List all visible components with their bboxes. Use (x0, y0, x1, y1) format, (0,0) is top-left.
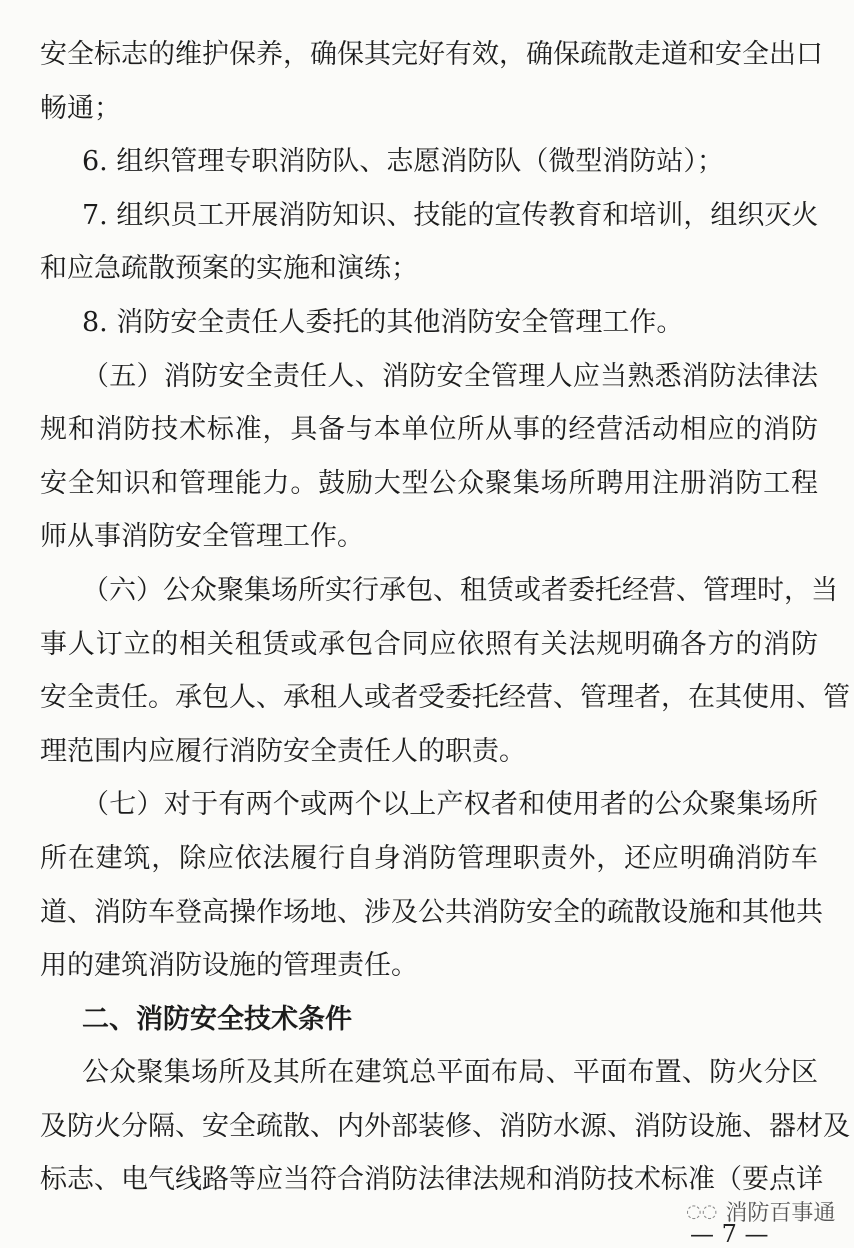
text-line: 规和消防技术标准，具备与本单位所从事的经营活动相应的消防 (40, 414, 818, 446)
page-number: — 7 — (690, 1220, 769, 1248)
text-line: 理范围内应履行消防安全责任人的职责。 (40, 735, 526, 767)
section-heading: 二、消防安全技术条件 (82, 1003, 352, 1035)
text-line: 道、消防车登高操作场地、涉及公共消防安全的疏散设施和其他共 (40, 896, 823, 928)
text-line: 标志、电气线路等应当符合消防法律法规和消防技术标准（要点详 (40, 1164, 823, 1196)
text-line: 用的建筑消防设施的管理责任。 (40, 950, 418, 982)
text-line: 畅通； (40, 92, 121, 124)
text-line: 所在建筑，除应依法履行自身消防管理职责外，还应明确消防车 (40, 842, 818, 874)
text-line: 及防火分隔、安全疏散、内外部装修、消防水源、消防设施、器材及 (40, 1110, 850, 1142)
text-line: 和应急疏散预案的实施和演练； (40, 253, 418, 285)
text-line: 师从事消防安全管理工作。 (40, 521, 364, 553)
text-line: 8. 消防安全责任人委托的其他消防安全管理工作。 (82, 306, 684, 338)
document-body (40, 28, 850, 1207)
text-line: （五）消防安全责任人、消防安全管理人应当熟悉消防法律法 (82, 360, 818, 392)
text-line: 事人订立的相关租赁或承包合同应依照有关法规明确各方的消防 (40, 628, 818, 660)
watermark-text: 消防百事通 (725, 1201, 836, 1226)
text-line: 安全责任。承包人、承租人或者受委托经营、管理者，在其使用、管 (40, 682, 850, 714)
text-line: （六）公众聚集场所实行承包、租赁或者委托经营、管理时，当 (82, 574, 838, 606)
wechat-icon: ◌◌ (686, 1201, 718, 1222)
text-line: 安全知识和管理能力。鼓励大型公众聚集场所聘用注册消防工程 (40, 467, 818, 499)
text-line: 7. 组织员工开展消防知识、技能的宣传教育和培训，组织灭火 (82, 199, 819, 231)
text-line: 6. 组织管理专职消防队、志愿消防队（微型消防站）； (82, 146, 724, 178)
text-line: 公众聚集场所及其所在建筑总平面布局、平面布置、防火分区 (82, 1057, 818, 1089)
text-line: 安全标志的维护保养，确保其完好有效，确保疏散走道和安全出口 (40, 39, 823, 70)
text-line: （七）对于有两个或两个以上产权者和使用者的公众聚集场所 (82, 789, 818, 821)
